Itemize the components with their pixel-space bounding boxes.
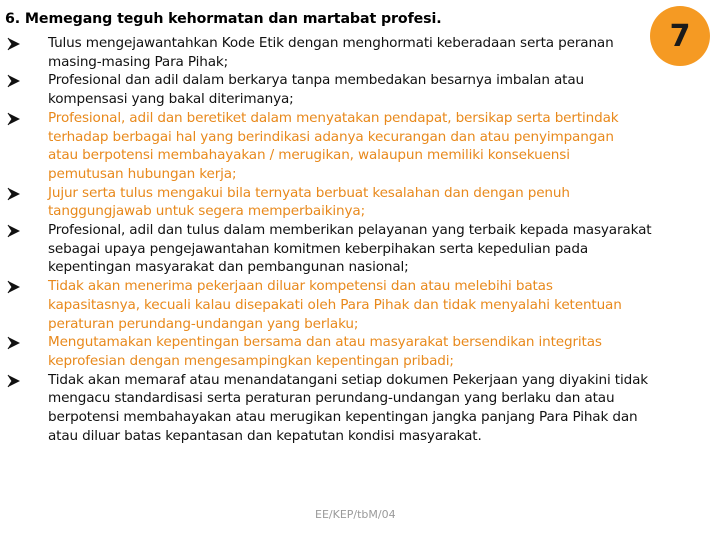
slide-number-badge <box>650 6 710 66</box>
bullet-item-line: sebagai upaya pengejawantahan komitmen keberpihakan serta kepedulian pada <box>48 240 589 257</box>
bullet-item-line: berpotensi membahayakan atau merugikan kepentingan jangka panjang Para Pihak dan <box>48 409 638 425</box>
arrow-bullet-icon <box>6 336 22 350</box>
bullet-item-line: kapasitasnya, kecuali kalau disepakati oleh Para Pihak dan tidak menyalahi ketentuan <box>48 296 622 313</box>
section-heading: 6. Memegang teguh kehormatan dan martabat profesi. <box>5 11 442 27</box>
slide-number: 7 <box>669 18 691 54</box>
bullet-item-line: pemutusan hubungan kerja; <box>48 165 237 182</box>
bullet-item-line: tanggungjawab untuk segera memperbaikinya; <box>48 203 366 220</box>
bullet-item-line: kompensasi yang bakal diterimanya; <box>48 91 294 108</box>
bullet-item-line: keprofesian dengan mengesampingkan kepentingan pribadi; <box>48 352 454 369</box>
arrow-bullet-icon <box>6 224 22 238</box>
bullet-item-line: kepentingan masyarakat dan pembangunan nasional; <box>48 259 409 276</box>
bullet-item-line: Tulus mengejawantahkan Kode Etik dengan menghormati keberadaan serta peranan <box>48 35 614 51</box>
bullet-item-line: mengacu standardisasi serta peraturan perundang-undangan yang berlaku dan atau <box>48 390 615 407</box>
bullet-item-line: Profesional, adil dan beretiket dalam menyatakan pendapat, bersikap serta bertindak <box>48 109 619 126</box>
footer-code: EE/KEP/tbM/04 <box>315 508 396 521</box>
arrow-bullet-icon <box>6 112 22 126</box>
bullet-item-line: Jujur serta tulus mengakui bila ternyata berbuat kesalahan dan dengan penuh <box>48 184 570 201</box>
bullet-item-line: Profesional dan adil dalam berkarya tanpa membedakan besarnya imbalan atau <box>48 72 584 89</box>
bullet-item-line: atau diluar batas kepantasan dan kepatutan kondisi masyarakat. <box>48 427 482 444</box>
arrow-bullet-icon <box>6 374 22 388</box>
bullet-item-line: Profesional, adil dan tulus dalam memberikan pelayanan yang terbaik kepada masyarakat <box>48 222 652 238</box>
bullet-item-line: masing-masing Para Pihak; <box>48 53 229 70</box>
bullet-item-line: atau berpotensi membahayakan / merugikan, walaupun memiliki konsekuensi <box>48 147 570 164</box>
bullet-item-line: Tidak akan memaraf atau menandatangani setiap dokumen Pekerjaan yang diyakini tidak <box>48 371 648 388</box>
arrow-bullet-icon <box>6 37 22 51</box>
bullet-item-line: Tidak akan menerima pekerjaan diluar kompetensi dan atau melebihi batas <box>48 278 553 295</box>
bullet-item-line: Mengutamakan kepentingan bersama dan atau masyarakat bersendikan integritas <box>48 334 602 351</box>
bullet-item-line: terhadap berbagai hal yang berindikasi adanya kecurangan dan atau penyimpangan <box>48 128 614 145</box>
arrow-bullet-icon <box>6 280 22 294</box>
bullet-item-line: peraturan perundang-undangan yang berlaku; <box>48 315 359 332</box>
arrow-bullet-icon <box>6 187 22 201</box>
arrow-bullet-icon <box>6 74 22 88</box>
